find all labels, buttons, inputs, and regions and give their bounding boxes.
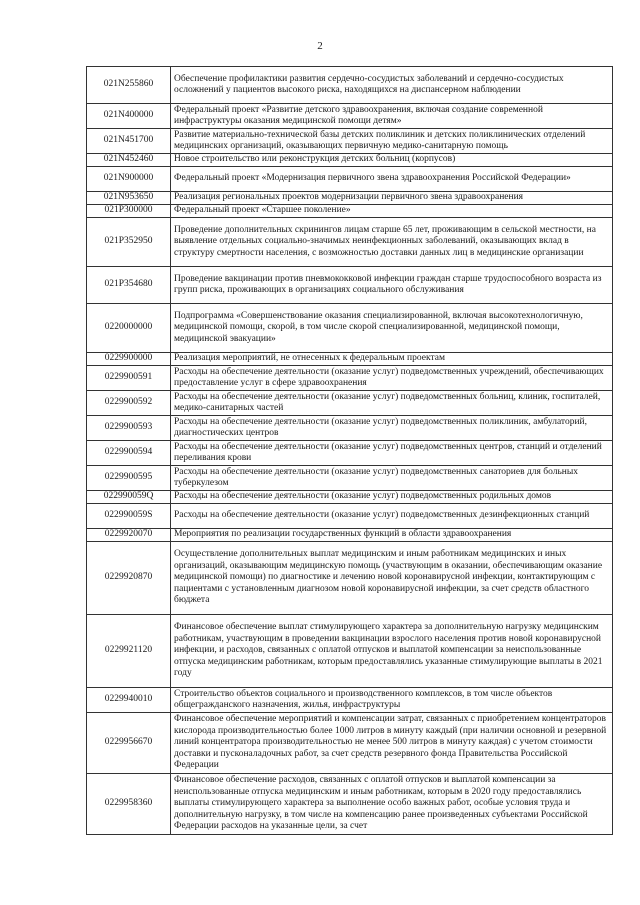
row-description: Развитие материально-технической базы детских поликлиник и детских поликлинических отделений медицинских организаций, оказывающих первичную медико-санитарную помощь — [171, 129, 613, 154]
row-description: Проведение вакцинации против пневмококковой инфекции граждан старше трудоспособного возраста из групп риска, проживающих в организациях социального обслуживания — [171, 267, 613, 304]
row-description: Расходы на обеспечение деятельности (оказание услуг) подведомственных больниц, клиник, госпиталей, медико-санитарных частей — [171, 391, 613, 416]
table-row — [87, 542, 613, 615]
table-row — [87, 192, 613, 205]
table-row — [87, 441, 613, 466]
table-row — [87, 67, 613, 104]
table-row — [87, 167, 613, 192]
row-description: Строительство объектов социального и производственного комплексов, в том числе объектов общегражданского назначения, жилья, инфраструктуры — [171, 688, 613, 713]
table-row — [87, 416, 613, 441]
table-row — [87, 466, 613, 491]
table-row — [87, 304, 613, 353]
page-number: 2 — [317, 40, 323, 52]
budget-codes-table — [86, 66, 613, 835]
row-description: Реализация региональных проектов модернизации первичного звена здравоохранения — [171, 192, 613, 205]
row-code: 0229900592 — [87, 391, 171, 416]
row-description: Осуществление дополнительных выплат медицинским и иным работникам медицинских и иных организаций, оказывающим медицинскую помощь (участвующим в оказании, обеспечивающим оказание медицинской помощи) по диагностике и лечению новой коронавирусной инфекции, контактирующим с пациентами с установленным диагнозом новой коронавирусной инфекции, за счет средств областного бюджета — [171, 542, 613, 615]
row-description: Реализация мероприятий, не отнесенных к федеральным проектам — [171, 353, 613, 366]
table-row — [87, 366, 613, 391]
table-row — [87, 615, 613, 688]
row-description: Расходы на обеспечение деятельности (оказание услуг) подведомственных родильных домов — [171, 491, 613, 504]
row-description: Финансовое обеспечение мероприятий и компенсации затрат, связанных с приобретением концентраторов кислорода производительностью более 1000 литров в минуту каждый (при наличии основной и резервной линий концентратора производительностью не менее 500 литров в минуту каждая) с учетом стоимости доставки и пусконаладочных работ, за счет средств резервного фонда Правительства Российской Федерации — [171, 713, 613, 774]
row-code: 0229900594 — [87, 441, 171, 466]
row-description: Расходы на обеспечение деятельности (оказание услуг) подведомственных центров, станций и отделений переливания крови — [171, 441, 613, 466]
row-code: 0229958360 — [87, 774, 171, 835]
row-code: 0229940010 — [87, 688, 171, 713]
row-description: Подпрограмма «Совершенствование оказания специализированной, включая высокотехнологичную, медицинской помощи, скорой, в том числе скорой специализированной, медицинской помощи, медицинской эвакуации» — [171, 304, 613, 353]
table-row — [87, 267, 613, 304]
row-code: 021N451700 — [87, 129, 171, 154]
row-code: 021N400000 — [87, 104, 171, 129]
table-row — [87, 504, 613, 529]
row-code: 021N255860 — [87, 67, 171, 104]
table-row — [87, 713, 613, 774]
row-code: 022990059S — [87, 504, 171, 529]
row-code: 0229956670 — [87, 713, 171, 774]
table-row — [87, 205, 613, 218]
row-description: Федеральный проект «Старшее поколение» — [171, 205, 613, 218]
row-code: 0229900595 — [87, 466, 171, 491]
table-row — [87, 218, 613, 267]
row-description: Расходы на обеспечение деятельности (оказание услуг) подведомственных санаториев для больных туберкулезом — [171, 466, 613, 491]
row-code: 0229900000 — [87, 353, 171, 366]
row-code: 021P300000 — [87, 205, 171, 218]
row-description: Обеспечение профилактики развития сердечно-сосудистых заболеваний и сердечно-сосудистых осложнений у пациентов высокого риска, находящихся на диспансерном наблюдении — [171, 67, 613, 104]
row-description: Федеральный проект «Модернизация первичного звена здравоохранения Российской Федерации» — [171, 167, 613, 192]
row-code: 021P352950 — [87, 218, 171, 267]
table-row — [87, 104, 613, 129]
row-description: Мероприятия по реализации государственных функций в области здравоохранения — [171, 529, 613, 542]
table-row — [87, 491, 613, 504]
table-row — [87, 154, 613, 167]
row-code: 0229900591 — [87, 366, 171, 391]
row-description: Новое строительство или реконструкция детских больниц (корпусов) — [171, 154, 613, 167]
row-description: Расходы на обеспечение деятельности (оказание услуг) подведомственных дезинфекционных станций — [171, 504, 613, 529]
row-code: 021N452460 — [87, 154, 171, 167]
row-description: Финансовое обеспечение расходов, связанных с оплатой отпусков и выплатой компенсации за неиспользованные отпуска медицинским и иным работникам, которым в 2020 году предоставлялись выплаты стимулирующего характера за выполнение особо важных работ, особые условия труда и дополнительную нагрузку, в том числе на компенсацию ранее произведенных субъектами Российской Федерации расходов на указанные цели, за счет — [171, 774, 613, 835]
table-row — [87, 774, 613, 835]
row-description: Расходы на обеспечение деятельности (оказание услуг) подведомственных поликлиник, амбулаторий, диагностических центров — [171, 416, 613, 441]
table-row — [87, 688, 613, 713]
row-code: 021N953650 — [87, 192, 171, 205]
row-code: 0229921120 — [87, 615, 171, 688]
row-code: 0220000000 — [87, 304, 171, 353]
table-row — [87, 391, 613, 416]
row-code: 021P354680 — [87, 267, 171, 304]
table-row — [87, 529, 613, 542]
row-description: Финансовое обеспечение выплат стимулирующего характера за дополнительную нагрузку медицинским работникам, участвующим в проведении вакцинации взрослого населения против новой коронавирусной инфекции, и расходов, связанных с оплатой отпусков и выплатой компенсации за неиспользованные отпуска медицинским работникам, которым предоставлялись указанные стимулирующие выплаты в 2021 году — [171, 615, 613, 688]
row-code: 0229920070 — [87, 529, 171, 542]
row-description: Проведение дополнительных скринингов лицам старше 65 лет, проживающим в сельской местности, на выявление отдельных социально-значимых неинфекционных заболеваний, оказывающих вклад в структуру смертности населения, с возможностью доставки данных лиц в медицинские организации — [171, 218, 613, 267]
row-code: 0229920870 — [87, 542, 171, 615]
row-description: Федеральный проект «Развитие детского здравоохранения, включая создание современной инфраструктуры оказания медицинской помощи детям» — [171, 104, 613, 129]
row-code: 0229900593 — [87, 416, 171, 441]
table-row — [87, 129, 613, 154]
row-code: 022990059Q — [87, 491, 171, 504]
table-row — [87, 353, 613, 366]
row-code: 021N900000 — [87, 167, 171, 192]
row-description: Расходы на обеспечение деятельности (оказание услуг) подведомственных учреждений, обеспечивающих предоставление услуг в сфере здравоохранения — [171, 366, 613, 391]
